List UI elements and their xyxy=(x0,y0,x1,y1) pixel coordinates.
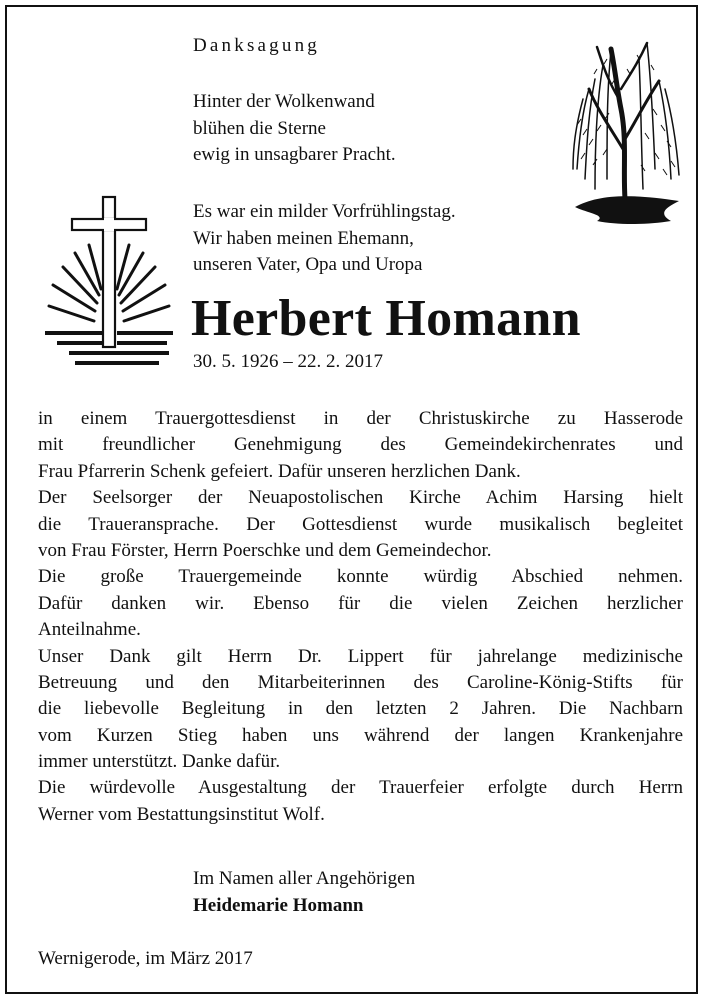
poem-line: ewig in unsagbarer Pracht. xyxy=(193,144,396,165)
body-line: Die würdevolle Ausgestaltung der Trauerfeier erfolgte durch Herrn xyxy=(38,777,683,799)
intro-line: unseren Vater, Opa und Uropa xyxy=(193,254,423,275)
body-line: Anteilnahme. xyxy=(38,619,141,641)
closing-block xyxy=(193,865,415,919)
closing-line: Im Namen aller Angehörigen xyxy=(193,868,416,889)
poem-line: Hinter der Wolkenwand xyxy=(193,91,375,112)
deceased-name: Herbert Homann xyxy=(191,290,581,347)
body-line: Werner vom Bestattungsinstitut Wolf. xyxy=(38,803,325,825)
body-line: Die große Trauergemeinde konnte würdig Abschied nehmen. xyxy=(38,566,683,588)
body-line: Betreuung und den Mitarbeiterinnen des Caroline-König-Stifts für xyxy=(38,671,683,693)
weeping-willow-tree-icon xyxy=(567,29,685,235)
cross-with-sun-rays-icon xyxy=(39,189,179,379)
intro-line: Es war ein milder Vorfrühlingstag. xyxy=(193,201,456,222)
notice-heading: Danksagung xyxy=(193,35,320,56)
intro-text xyxy=(193,199,456,279)
body-line: die Traueransprache. Der Gottesdienst wurde musikalisch begleitet xyxy=(38,513,683,535)
body-line: mit freundlicher Genehmigung des Gemeindekirchenrates und xyxy=(38,434,683,456)
poem-line: blühen die Sterne xyxy=(193,117,326,139)
obituary-notice xyxy=(5,5,698,994)
body-line: die liebevolle Begleitung in den letzten 2 Jahren. Die Nachbarn xyxy=(38,698,683,720)
intro-line: Wir haben meinen Ehemann, xyxy=(193,227,414,249)
life-dates: 30. 5. 1926 – 22. 2. 2017 xyxy=(193,351,383,372)
body-line: in einem Trauergottesdienst in der Christuskirche zu Hasserode xyxy=(38,408,683,429)
body-text xyxy=(38,406,683,828)
body-line: vom Kurzen Stieg haben uns während der langen Krankenjahre xyxy=(38,724,683,746)
signer-name: Heidemarie Homann xyxy=(193,895,364,916)
body-line: Der Seelsorger der Neuapostolischen Kirche Achim Harsing hielt xyxy=(38,487,683,509)
body-line: Unser Dank gilt Herrn Dr. Lippert für jahrelange medizinische xyxy=(38,645,683,667)
place-date: Wernigerode, im März 2017 xyxy=(38,948,253,969)
body-line: Dafür danken wir. Ebenso für die vielen Zeichen herzlicher xyxy=(38,592,683,614)
body-line: von Frau Förster, Herrn Poerschke und dem Gemeindechor. xyxy=(38,539,492,561)
poem xyxy=(193,89,396,169)
body-line: Frau Pfarrerin Schenk gefeiert. Dafür unseren herzlichen Dank. xyxy=(38,460,521,482)
body-line: immer unterstützt. Danke dafür. xyxy=(38,751,281,773)
